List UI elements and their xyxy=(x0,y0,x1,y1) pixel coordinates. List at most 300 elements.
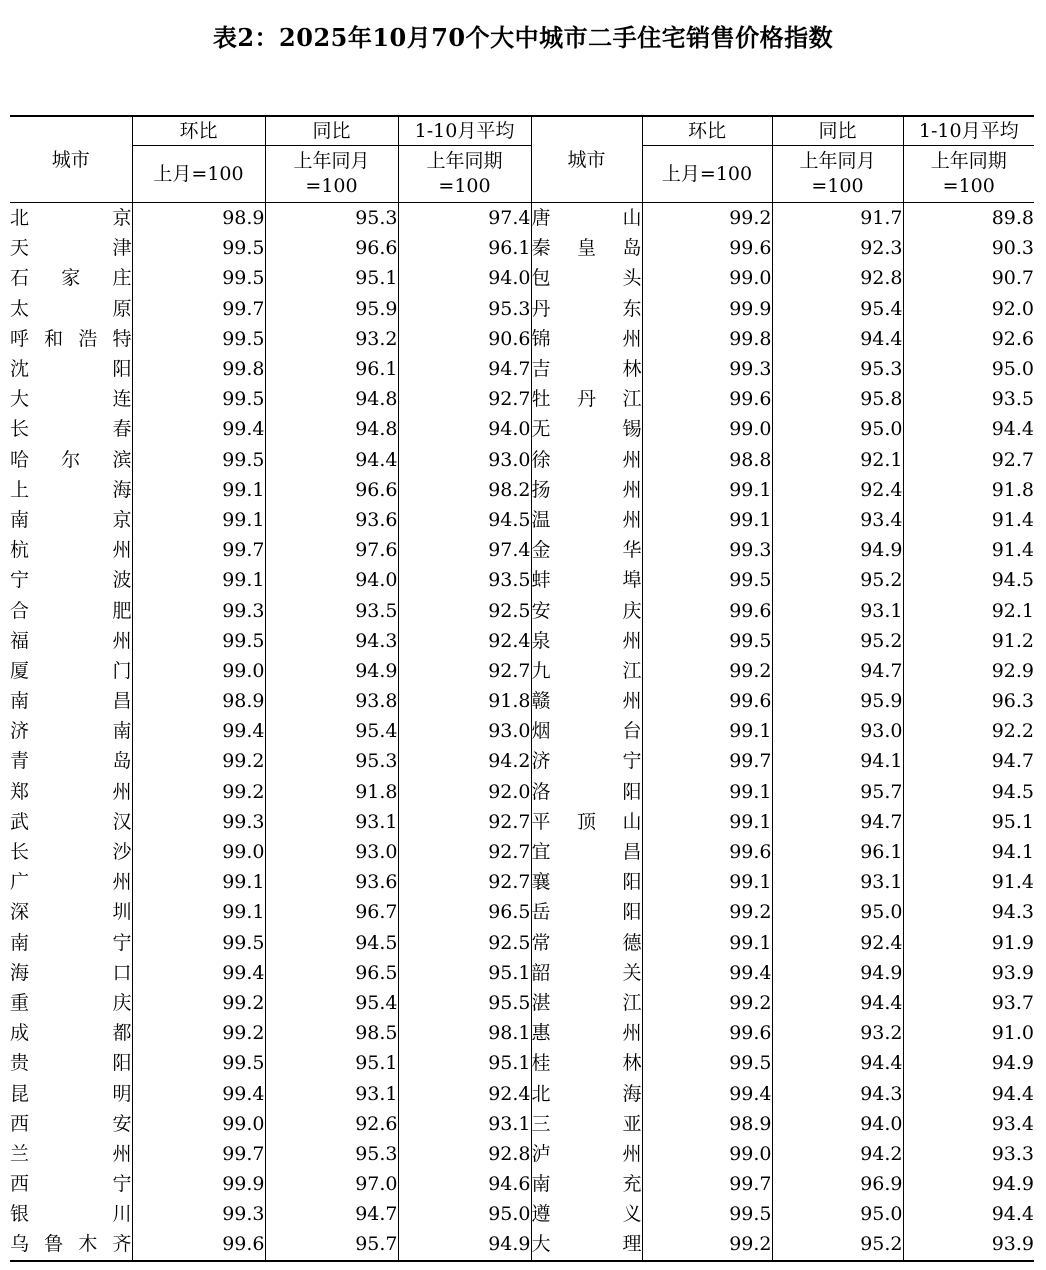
yoy-cell: 95.1 xyxy=(265,1048,398,1078)
city-cell: 郑州 xyxy=(10,780,132,803)
city-cell: 温州 xyxy=(531,505,642,535)
table-row xyxy=(10,1229,1034,1260)
avg-cell: 93.5 xyxy=(398,565,531,595)
avg-cell: 89.8 xyxy=(903,203,1034,234)
mom-cell: 99.3 xyxy=(132,1199,265,1229)
mom-cell: 99.9 xyxy=(132,1169,265,1199)
mom-cell: 99.4 xyxy=(132,958,265,988)
mom-cell: 99.4 xyxy=(132,414,265,444)
avg-cell: 92.7 xyxy=(398,656,531,686)
avg-cell: 92.4 xyxy=(398,626,531,656)
yoy-cell: 94.8 xyxy=(265,384,398,414)
table-row xyxy=(10,445,1034,475)
avg-cell: 93.3 xyxy=(903,1139,1034,1169)
table-row xyxy=(10,626,1034,656)
table-row xyxy=(10,897,1034,927)
yoy-cell: 91.8 xyxy=(265,777,398,807)
avg-cell: 94.9 xyxy=(398,1229,531,1260)
city-cell: 南充 xyxy=(531,1169,642,1199)
city-cell: 九江 xyxy=(531,656,642,686)
city-cell: 成都 xyxy=(10,1022,132,1045)
city-cell: 呼和浩特 xyxy=(10,327,132,350)
avg-cell: 94.4 xyxy=(903,414,1034,444)
table-row xyxy=(10,1109,1034,1139)
avg-cell: 91.0 xyxy=(903,1018,1034,1048)
mom-cell: 99.6 xyxy=(642,1018,772,1048)
yoy-cell: 93.6 xyxy=(265,867,398,897)
avg-cell: 95.1 xyxy=(398,1048,531,1078)
avg-cell: 93.9 xyxy=(903,958,1034,988)
city-cell: 海口 xyxy=(10,961,132,984)
city-cell: 贵阳 xyxy=(10,1052,132,1075)
yoy-cell: 93.1 xyxy=(772,867,903,897)
avg-cell: 92.7 xyxy=(398,807,531,837)
city-cell: 蚌埠 xyxy=(531,565,642,595)
city-cell: 遵义 xyxy=(531,1199,642,1229)
city-cell: 哈尔滨 xyxy=(10,448,132,471)
table-row xyxy=(10,1139,1034,1169)
avg-cell: 91.2 xyxy=(903,626,1034,656)
table-row xyxy=(10,354,1034,384)
mom-cell: 99.2 xyxy=(132,988,265,1018)
table-row xyxy=(10,475,1034,505)
mom-cell: 99.0 xyxy=(642,263,772,293)
avg-cell: 95.0 xyxy=(398,1199,531,1229)
avg-cell: 94.4 xyxy=(903,1199,1034,1229)
header-mom-base-left: 上月=100 xyxy=(132,146,265,203)
yoy-cell: 95.9 xyxy=(772,686,903,716)
city-cell: 三亚 xyxy=(531,1109,642,1139)
avg-cell: 92.1 xyxy=(903,595,1034,625)
avg-cell: 96.1 xyxy=(398,233,531,263)
avg-cell: 92.8 xyxy=(398,1139,531,1169)
avg-cell: 93.0 xyxy=(398,445,531,475)
city-cell: 徐州 xyxy=(531,445,642,475)
header-yoy-right: 同比 xyxy=(772,116,903,146)
mom-cell: 99.3 xyxy=(642,354,772,384)
avg-cell: 91.4 xyxy=(903,867,1034,897)
city-cell: 天津 xyxy=(10,237,132,260)
yoy-cell: 95.2 xyxy=(772,1229,903,1260)
city-cell: 北海 xyxy=(531,1078,642,1108)
mom-cell: 99.7 xyxy=(642,1169,772,1199)
avg-cell: 95.3 xyxy=(398,294,531,324)
avg-cell: 94.9 xyxy=(903,1048,1034,1078)
city-cell: 金华 xyxy=(531,535,642,565)
city-cell: 扬州 xyxy=(531,475,642,505)
city-cell: 沈阳 xyxy=(10,358,132,381)
mom-cell: 99.4 xyxy=(132,1078,265,1108)
city-cell: 岳阳 xyxy=(531,897,642,927)
yoy-cell: 94.4 xyxy=(772,1048,903,1078)
header-yoy-base-right: 上年同月 =100 xyxy=(772,146,903,203)
header-avg-base-right: 上年同期 =100 xyxy=(903,146,1034,203)
avg-cell: 94.1 xyxy=(903,837,1034,867)
city-cell: 泸州 xyxy=(531,1139,642,1169)
yoy-cell: 94.3 xyxy=(772,1078,903,1108)
mom-cell: 99.5 xyxy=(642,565,772,595)
avg-cell: 92.7 xyxy=(398,837,531,867)
mom-cell: 98.9 xyxy=(132,686,265,716)
yoy-cell: 94.8 xyxy=(265,414,398,444)
yoy-cell: 97.6 xyxy=(265,535,398,565)
city-cell: 重庆 xyxy=(10,991,132,1014)
mom-cell: 99.4 xyxy=(132,716,265,746)
avg-cell: 93.5 xyxy=(903,384,1034,414)
avg-cell: 94.7 xyxy=(398,354,531,384)
mom-cell: 99.8 xyxy=(132,354,265,384)
yoy-cell: 94.7 xyxy=(772,656,903,686)
table-row xyxy=(10,686,1034,716)
table-row xyxy=(10,565,1034,595)
city-cell: 吉林 xyxy=(531,354,642,384)
table-row xyxy=(10,263,1034,293)
avg-cell: 90.3 xyxy=(903,233,1034,263)
avg-cell: 93.4 xyxy=(903,1109,1034,1139)
table-row xyxy=(10,807,1034,837)
yoy-cell: 95.7 xyxy=(265,1229,398,1260)
mom-cell: 99.5 xyxy=(132,1048,265,1078)
city-cell: 武汉 xyxy=(10,810,132,833)
city-cell: 锦州 xyxy=(531,324,642,354)
mom-cell: 99.5 xyxy=(642,626,772,656)
mom-cell: 99.3 xyxy=(642,535,772,565)
header-avg-base-left: 上年同期 =100 xyxy=(398,146,531,203)
city-cell: 西安 xyxy=(10,1112,132,1135)
city-cell: 济宁 xyxy=(531,746,642,776)
avg-cell: 90.6 xyxy=(398,324,531,354)
yoy-cell: 92.4 xyxy=(772,928,903,958)
yoy-cell: 94.2 xyxy=(772,1139,903,1169)
table-row xyxy=(10,324,1034,354)
avg-cell: 94.3 xyxy=(903,897,1034,927)
mom-cell: 99.5 xyxy=(132,263,265,293)
city-cell: 厦门 xyxy=(10,659,132,682)
mom-cell: 99.1 xyxy=(132,565,265,595)
yoy-cell: 94.4 xyxy=(265,445,398,475)
yoy-cell: 95.2 xyxy=(772,626,903,656)
avg-cell: 92.6 xyxy=(903,324,1034,354)
mom-cell: 99.9 xyxy=(642,294,772,324)
table-row xyxy=(10,1078,1034,1108)
yoy-cell: 96.6 xyxy=(265,475,398,505)
mom-cell: 99.2 xyxy=(642,203,772,234)
avg-cell: 94.4 xyxy=(903,1078,1034,1108)
mom-cell: 99.6 xyxy=(642,595,772,625)
header-yoy-base-left: 上年同月 =100 xyxy=(265,146,398,203)
table-row xyxy=(10,1169,1034,1199)
yoy-cell: 92.8 xyxy=(772,263,903,293)
city-cell: 合肥 xyxy=(10,599,132,622)
table-row xyxy=(10,203,1034,234)
avg-cell: 94.5 xyxy=(903,777,1034,807)
avg-cell: 94.0 xyxy=(398,414,531,444)
yoy-cell: 94.7 xyxy=(265,1199,398,1229)
mom-cell: 99.5 xyxy=(132,324,265,354)
mom-cell: 99.0 xyxy=(132,1109,265,1139)
city-cell: 襄阳 xyxy=(531,867,642,897)
yoy-cell: 95.8 xyxy=(772,384,903,414)
avg-cell: 97.4 xyxy=(398,203,531,234)
yoy-cell: 93.8 xyxy=(265,686,398,716)
mom-cell: 99.1 xyxy=(132,475,265,505)
avg-cell: 94.7 xyxy=(903,746,1034,776)
page-title: 表2：2025年10月70个大中城市二手住宅销售价格指数 xyxy=(212,23,834,52)
city-cell: 烟台 xyxy=(531,716,642,746)
city-cell: 秦皇岛 xyxy=(531,233,642,263)
mom-cell: 99.1 xyxy=(132,505,265,535)
mom-cell: 99.1 xyxy=(132,867,265,897)
yoy-cell: 93.2 xyxy=(265,324,398,354)
header-city-right: 城市 xyxy=(531,116,642,203)
yoy-cell: 93.1 xyxy=(772,595,903,625)
avg-cell: 92.4 xyxy=(398,1078,531,1108)
yoy-cell: 95.3 xyxy=(265,746,398,776)
mom-cell: 99.0 xyxy=(642,414,772,444)
yoy-cell: 93.0 xyxy=(772,716,903,746)
city-cell: 宁波 xyxy=(10,569,132,592)
yoy-cell: 91.7 xyxy=(772,203,903,234)
table-row xyxy=(10,1199,1034,1229)
table-row xyxy=(10,777,1034,807)
avg-cell: 96.3 xyxy=(903,686,1034,716)
avg-cell: 93.7 xyxy=(903,988,1034,1018)
city-cell: 上海 xyxy=(10,478,132,501)
header-avg-right: 1-10月平均 xyxy=(903,116,1034,146)
mom-cell: 99.0 xyxy=(132,837,265,867)
mom-cell: 99.6 xyxy=(132,1229,265,1260)
avg-cell: 94.5 xyxy=(903,565,1034,595)
header-avg-left: 1-10月平均 xyxy=(398,116,531,146)
yoy-cell: 95.3 xyxy=(772,354,903,384)
yoy-cell: 92.4 xyxy=(772,475,903,505)
avg-cell: 98.1 xyxy=(398,1018,531,1048)
table-body xyxy=(10,203,1034,1261)
city-cell: 太原 xyxy=(10,297,132,320)
header-mom-right: 环比 xyxy=(642,116,772,146)
city-cell: 湛江 xyxy=(531,988,642,1018)
yoy-cell: 94.0 xyxy=(772,1109,903,1139)
avg-cell: 98.2 xyxy=(398,475,531,505)
avg-cell: 94.5 xyxy=(398,505,531,535)
city-cell: 南昌 xyxy=(10,690,132,713)
yoy-cell: 95.1 xyxy=(265,263,398,293)
avg-cell: 92.7 xyxy=(903,445,1034,475)
yoy-cell: 95.4 xyxy=(265,716,398,746)
avg-cell: 91.4 xyxy=(903,535,1034,565)
city-cell: 惠州 xyxy=(531,1018,642,1048)
mom-cell: 98.9 xyxy=(642,1109,772,1139)
city-cell: 福州 xyxy=(10,629,132,652)
mom-cell: 99.1 xyxy=(642,505,772,535)
city-cell: 无锡 xyxy=(531,414,642,444)
yoy-cell: 95.9 xyxy=(265,294,398,324)
yoy-cell: 95.3 xyxy=(265,1139,398,1169)
mom-cell: 99.4 xyxy=(642,958,772,988)
table-row xyxy=(10,656,1034,686)
city-cell: 长沙 xyxy=(10,841,132,864)
table-row xyxy=(10,958,1034,988)
city-cell: 青岛 xyxy=(10,750,132,773)
avg-cell: 93.9 xyxy=(903,1229,1034,1260)
table-row xyxy=(10,505,1034,535)
avg-cell: 91.8 xyxy=(903,475,1034,505)
mom-cell: 99.5 xyxy=(132,626,265,656)
table-row xyxy=(10,716,1034,746)
avg-cell: 95.0 xyxy=(903,354,1034,384)
yoy-cell: 93.6 xyxy=(265,505,398,535)
mom-cell: 99.1 xyxy=(132,897,265,927)
mom-cell: 99.7 xyxy=(132,1139,265,1169)
avg-cell: 97.4 xyxy=(398,535,531,565)
city-cell: 赣州 xyxy=(531,686,642,716)
avg-cell: 94.0 xyxy=(398,263,531,293)
yoy-cell: 95.3 xyxy=(265,203,398,234)
city-cell: 深圳 xyxy=(10,901,132,924)
city-cell: 北京 xyxy=(10,203,132,234)
mom-cell: 99.3 xyxy=(132,807,265,837)
city-cell: 平顶山 xyxy=(531,807,642,837)
header-mom-base-right: 上月=100 xyxy=(642,146,772,203)
avg-cell: 92.7 xyxy=(398,384,531,414)
avg-cell: 94.2 xyxy=(398,746,531,776)
mom-cell: 99.2 xyxy=(132,777,265,807)
city-cell: 韶关 xyxy=(531,958,642,988)
yoy-cell: 95.4 xyxy=(265,988,398,1018)
yoy-cell: 95.0 xyxy=(772,414,903,444)
mom-cell: 99.1 xyxy=(642,475,772,505)
mom-cell: 99.7 xyxy=(642,746,772,776)
mom-cell: 99.2 xyxy=(642,1229,772,1260)
table-row xyxy=(10,233,1034,263)
mom-cell: 99.2 xyxy=(132,1018,265,1048)
yoy-cell: 96.7 xyxy=(265,897,398,927)
avg-cell: 91.8 xyxy=(398,686,531,716)
header-city-left: 城市 xyxy=(10,116,132,203)
yoy-cell: 93.5 xyxy=(265,595,398,625)
yoy-cell: 96.9 xyxy=(772,1169,903,1199)
mom-cell: 99.1 xyxy=(642,867,772,897)
mom-cell: 99.7 xyxy=(132,294,265,324)
table-row xyxy=(10,746,1034,776)
table-row xyxy=(10,837,1034,867)
city-cell: 洛阳 xyxy=(531,777,642,807)
yoy-cell: 93.2 xyxy=(772,1018,903,1048)
mom-cell: 99.6 xyxy=(642,837,772,867)
avg-cell: 93.1 xyxy=(398,1109,531,1139)
avg-cell: 92.0 xyxy=(398,777,531,807)
yoy-cell: 94.3 xyxy=(265,626,398,656)
mom-cell: 99.1 xyxy=(642,807,772,837)
city-cell: 常德 xyxy=(531,928,642,958)
yoy-cell: 94.7 xyxy=(772,807,903,837)
yoy-cell: 94.9 xyxy=(772,958,903,988)
avg-cell: 95.1 xyxy=(398,958,531,988)
avg-cell: 95.5 xyxy=(398,988,531,1018)
avg-cell: 91.9 xyxy=(903,928,1034,958)
yoy-cell: 92.3 xyxy=(772,233,903,263)
mom-cell: 98.9 xyxy=(132,203,265,234)
avg-cell: 93.0 xyxy=(398,716,531,746)
city-cell: 宜昌 xyxy=(531,837,642,867)
mom-cell: 99.6 xyxy=(642,233,772,263)
mom-cell: 99.0 xyxy=(642,1139,772,1169)
table-row xyxy=(10,928,1034,958)
city-cell: 包头 xyxy=(531,263,642,293)
avg-cell: 90.7 xyxy=(903,263,1034,293)
yoy-cell: 97.0 xyxy=(265,1169,398,1199)
table-row xyxy=(10,1018,1034,1048)
yoy-cell: 96.1 xyxy=(772,837,903,867)
city-cell: 杭州 xyxy=(10,539,132,562)
mom-cell: 99.4 xyxy=(642,1078,772,1108)
city-cell: 南宁 xyxy=(10,931,132,954)
avg-cell: 91.4 xyxy=(903,505,1034,535)
mom-cell: 99.5 xyxy=(132,445,265,475)
mom-cell: 99.5 xyxy=(132,384,265,414)
yoy-cell: 96.5 xyxy=(265,958,398,988)
table-row xyxy=(10,595,1034,625)
yoy-cell: 93.1 xyxy=(265,1078,398,1108)
city-cell: 乌鲁木齐 xyxy=(10,1229,132,1260)
header-mom-left: 环比 xyxy=(132,116,265,146)
avg-cell: 94.6 xyxy=(398,1169,531,1199)
mom-cell: 99.2 xyxy=(642,988,772,1018)
city-cell: 兰州 xyxy=(10,1142,132,1165)
yoy-cell: 94.9 xyxy=(772,535,903,565)
city-cell: 济南 xyxy=(10,720,132,743)
table-row xyxy=(10,867,1034,897)
city-cell: 南京 xyxy=(10,508,132,531)
header-yoy-left: 同比 xyxy=(265,116,398,146)
yoy-cell: 95.7 xyxy=(772,777,903,807)
mom-cell: 99.6 xyxy=(642,384,772,414)
price-index-table xyxy=(10,115,1034,1262)
avg-cell: 94.9 xyxy=(903,1169,1034,1199)
yoy-cell: 95.0 xyxy=(772,897,903,927)
table-row xyxy=(10,384,1034,414)
yoy-cell: 95.2 xyxy=(772,565,903,595)
yoy-cell: 98.5 xyxy=(265,1018,398,1048)
city-cell: 大理 xyxy=(531,1229,642,1260)
city-cell: 石家庄 xyxy=(10,267,132,290)
mom-cell: 98.8 xyxy=(642,445,772,475)
mom-cell: 99.1 xyxy=(642,777,772,807)
mom-cell: 99.5 xyxy=(642,1199,772,1229)
yoy-cell: 96.1 xyxy=(265,354,398,384)
mom-cell: 99.1 xyxy=(642,928,772,958)
city-cell: 唐山 xyxy=(531,203,642,234)
yoy-cell: 93.0 xyxy=(265,837,398,867)
mom-cell: 99.1 xyxy=(642,716,772,746)
city-cell: 昆明 xyxy=(10,1082,132,1105)
yoy-cell: 94.4 xyxy=(772,988,903,1018)
mom-cell: 99.0 xyxy=(132,656,265,686)
yoy-cell: 95.4 xyxy=(772,294,903,324)
table-row xyxy=(10,294,1034,324)
mom-cell: 99.2 xyxy=(132,746,265,776)
city-cell: 大连 xyxy=(10,388,132,411)
avg-cell: 92.7 xyxy=(398,867,531,897)
avg-cell: 92.2 xyxy=(903,716,1034,746)
yoy-cell: 92.6 xyxy=(265,1109,398,1139)
mom-cell: 99.5 xyxy=(132,928,265,958)
avg-cell: 92.0 xyxy=(903,294,1034,324)
mom-cell: 99.5 xyxy=(642,1048,772,1078)
city-cell: 牡丹江 xyxy=(531,384,642,414)
table-row xyxy=(10,988,1034,1018)
city-cell: 丹东 xyxy=(531,294,642,324)
